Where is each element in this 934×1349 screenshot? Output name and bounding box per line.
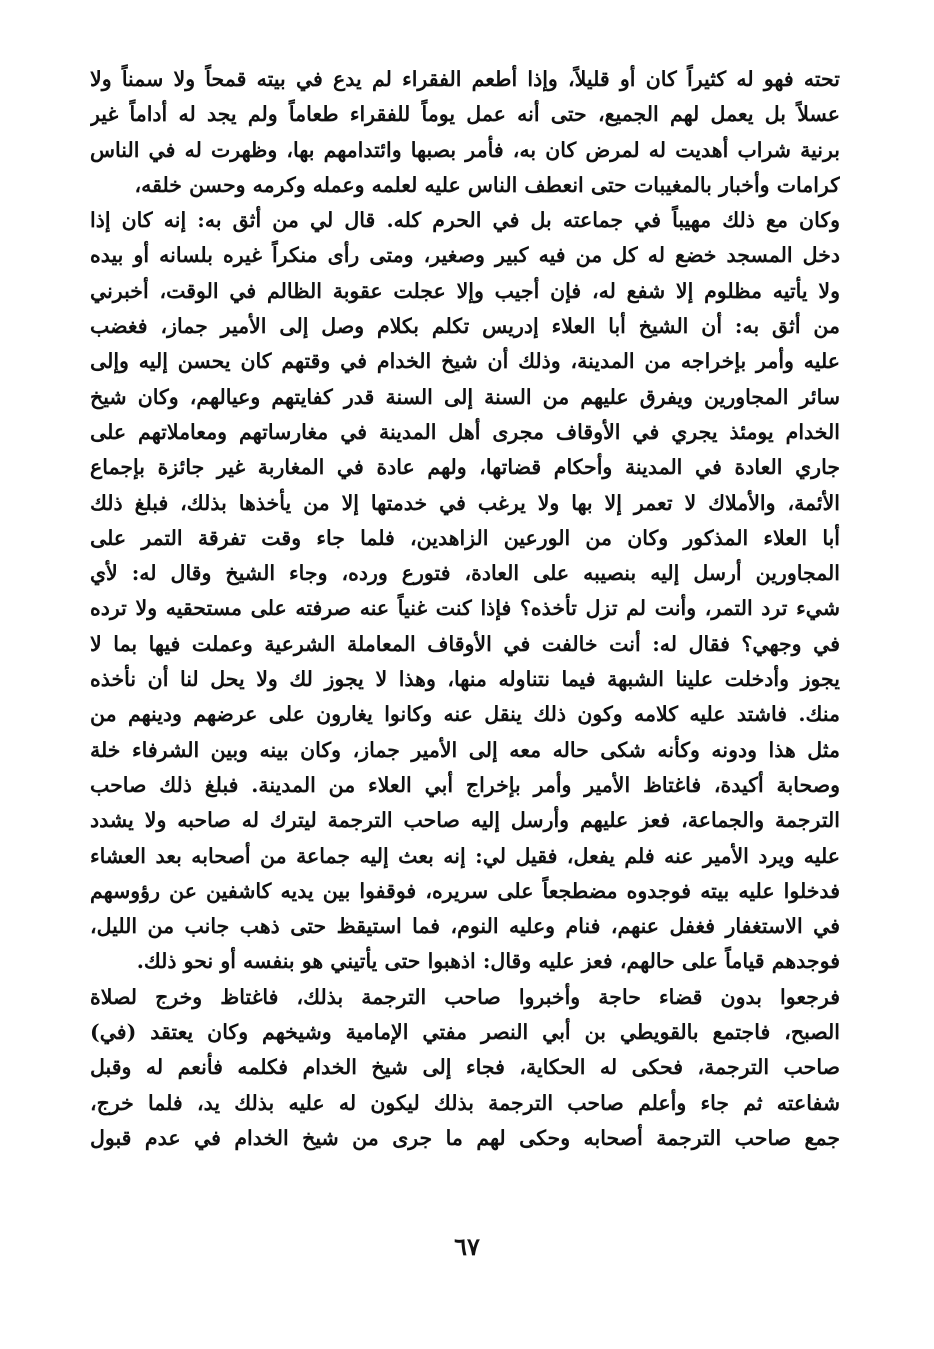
text-line: فوجدهم قياماً على حالهم، فعز عليه وقال: اذهبوا حتى يأتيني هو بنفسه أو نحو ذلك. xyxy=(136,949,840,974)
text-line: مثل هذا ودونه وكأنه شكى حاله معه إلى الأمير جماز، وكان بينه وبين الشرفاء خلة xyxy=(90,737,840,762)
text-line: كرامات وأخبار بالمغيبات حتى انعطف الناس عليه لعلمه وعمله وكرمه وحسن خلقه، xyxy=(134,172,840,197)
text-line: الترجمة والجماعة، فعز عليهم وأرسل إليه صاحب الترجمة ليترك له صاحبه ولا يشدد xyxy=(90,808,840,833)
text-line: شفاعته ثم جاء وأعلم صاحب الترجمة بذلك ليكون له عليه بذلك يد، فلما خرج، xyxy=(90,1090,840,1115)
text-line: الخدام يومئذ يجري في الأوقاف مجرى أهل المدينة في مغارساتهم ومعاملاتهم على xyxy=(90,419,840,444)
text-line: المجاورين أرسل إليه بنصيبه على العادة، فتورع ورده، وجاء الشيخ وقال له: لأي xyxy=(90,561,840,586)
text-line: فدخلوا عليه بيته فوجدوه مضطجعاً على سريره، فوقفوا بين يديه كاشفين عن رؤوسهم xyxy=(90,878,840,903)
page-number: ٦٧ xyxy=(454,1232,480,1261)
text-line: منك. فاشتد عليه كلامه وكون ذلك ينقل عنه وكانوا يغارون على عرضهم ودينهم من xyxy=(90,702,840,727)
text-line: في وجهي؟ فقال له: أنت خالفت في الأوقاف المعاملة الشرعية وعملت فيها بما لا xyxy=(90,631,840,656)
body-text xyxy=(90,62,840,1156)
text-line: وصحابة أكيدة، فاغتاظ الأمير وأمر بإخراج أبي العلاء من المدينة. فبلغ ذلك صاحب xyxy=(90,772,840,797)
text-line: يجوز وأدخلت علينا الشبهة فيما نتناوله منها، وهذا لا يجوز لك ولا يحل لنا أن نأخذه xyxy=(90,667,840,692)
text-line: صاحب الترجمة، فحكى له الحكاية، فجاء إلى شيخ الخدام فكلمه فأنعم له وقبل xyxy=(90,1055,840,1080)
text-line: عليه وأمر بإخراجه من المدينة، وذلك أن شيخ الخدام في وقتهم كان يحسن إليه وإلى xyxy=(90,349,840,374)
text-line: برنية شراب أهديت له لمرض كان به، فأمر بصبها وائتدامهم بها، وظهرت له في الناس xyxy=(90,137,840,162)
text-line: أبا العلاء المذكور وكان من الورعين الزاهدين، فلما جاء وقت تفرقة التمر على xyxy=(90,525,840,550)
text-line: عليه ويرد الأمير عنه فلم يفعل، فقيل لي: إنه بعث إليه جماعة من أصحابه بعد العشاء xyxy=(90,843,840,868)
text-line: فرجعوا بدون قضاء حاجة وأخبروا صاحب الترجمة بذلك، فاغتاظ وخرج لصلاة xyxy=(90,984,840,1009)
text-line: وكان مع ذلك مهيباً في جماعته بل في الحرم كله. قال لي من أثق به: إنه كان إذا xyxy=(90,208,840,233)
text-line: عسلاً بل يعمل لهم الجميع، حتى أنه عمل يوماً للفقراء طعاماً ولم يجد له أداماً غير xyxy=(90,102,840,127)
text-line: سائر المجاورين ويفرق عليهم من السنة إلى السنة قدر كفايتهم وعيالهم، وكان شيخ xyxy=(90,384,840,409)
text-line: جمع صاحب الترجمة أصحابه وحكى لهم ما جرى من شيخ الخدام في عدم قبول xyxy=(90,1125,840,1150)
text-line: جاري العادة في المدينة وأحكام قضاتها، ولهم عادة في المغاربة غير جائزة بإجماع xyxy=(90,455,840,480)
text-line: الأئمة، والأملاك لا تعمر إلا بها ولا يرغب في خدمتها إلا من يأخذها بذلك، فبلغ ذلك xyxy=(90,490,840,515)
text-line: دخل المسجد خضع له كل من فيه كبير وصغير، ومتى رأى منكراً غيره بلسانه أو بيده xyxy=(90,243,840,268)
text-line: من أثق به: أن الشيخ أبا العلاء إدريس تكلم بكلام وصل إلى الأمير جماز، فغضب xyxy=(90,314,840,339)
text-line: في الاستغفار فغفل عنهم، فنام وعليه النوم، فما استيقظ حتى ذهب جانب من الليل، xyxy=(90,914,840,939)
text-line: تحته فهو له كثيراً كان أو قليلاً، وإذا أطعم الفقراء لم يدع في بيته قمحاً ولا سمناً ولا xyxy=(90,67,840,91)
text-line: ولا يأتيه مظلوم إلا شفع له، فإن أجيب وإلا عجلت عقوبة الظالم في الوقت، أخبرني xyxy=(90,278,840,303)
text-line: الصبح، فاجتمع بالقويطي بن أبي النصر مفتي الإمامية وشيخهم وكان يعتقد (في) xyxy=(90,1020,840,1045)
text-line: شيء ترد التمر، وأنت لم تزل تأخذه؟ فإذا كنت غنياً عنه صرفته على مستحقيه ولا ترده xyxy=(90,596,840,621)
